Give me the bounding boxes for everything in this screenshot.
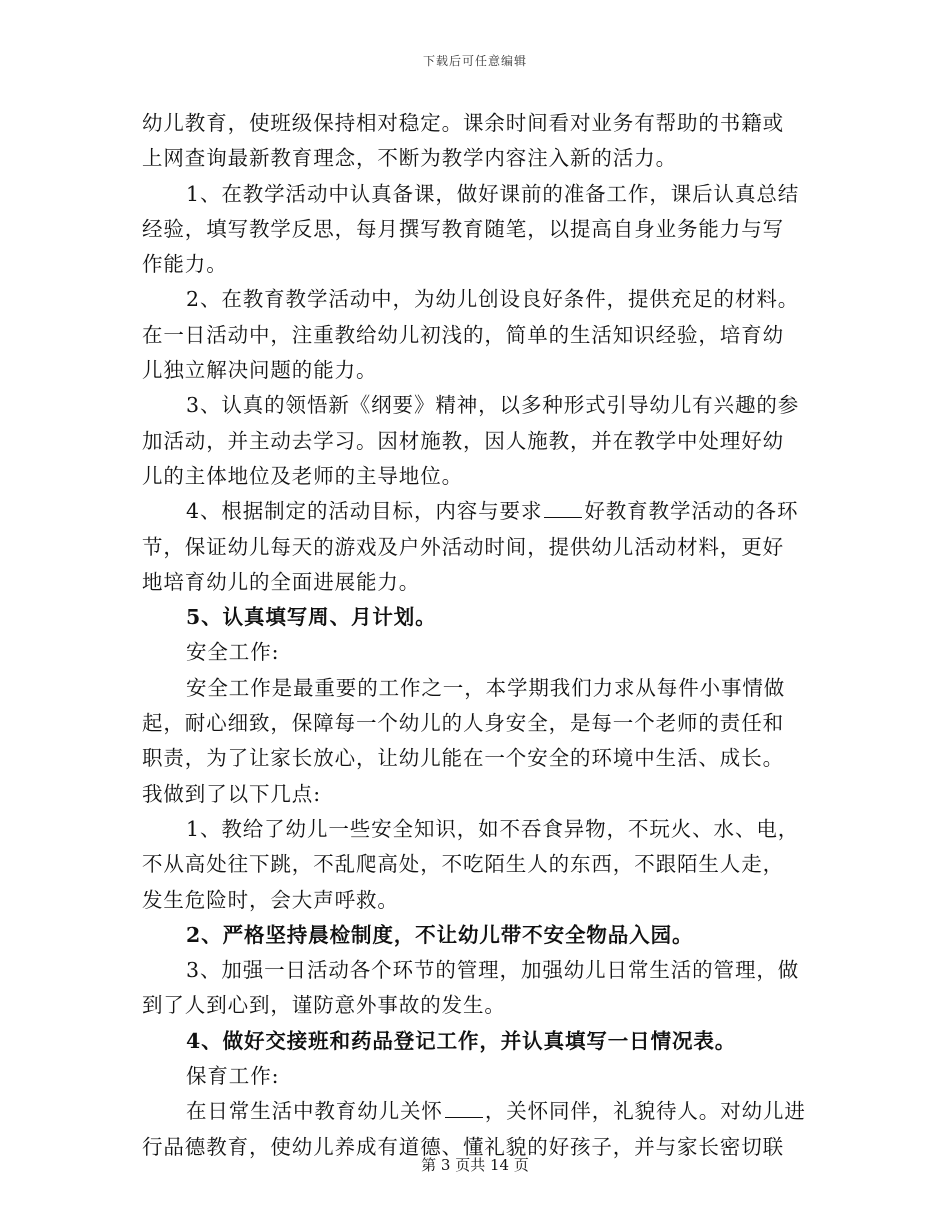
text-line: 到了人到心到，谨防意外事故的发生。 [142, 993, 506, 1018]
text-line: 1、教给了幼儿一些安全知识，如不吞食异物，不玩火、水、电， [186, 816, 800, 841]
text-segment: 好教育教学活动的各环 [584, 499, 799, 524]
text-line: 3、加强一日活动各个环节的管理，加强幼儿日常生活的管理，做 [186, 958, 800, 983]
text-line: 5、认真填写周、月计划。 [186, 605, 437, 630]
text-line: 4、做好交接班和药品登记工作，并认真填写一日情况表。 [186, 1028, 737, 1053]
text-line: 儿的主体地位及老师的主导地位。 [142, 463, 463, 488]
text-line: 节，保证幼儿每天的游戏及户外活动时间，提供幼儿活动材料，更好 [142, 534, 784, 559]
text-line: 保育工作: [186, 1064, 280, 1089]
text-line: 上网查询最新教育理念，不断为教学内容注入新的活力。 [142, 146, 677, 171]
text-line: 安全工作是最重要的工作之一，本学期我们力求从每件小事情做 [186, 675, 786, 700]
fill-in-blank [544, 499, 582, 518]
text-line: 行品德教育，使幼儿养成有道德、懂礼貌的好孩子，并与家长密切联 [142, 1134, 784, 1159]
text-segment: 4、根据制定的活动目标，内容与要求 [186, 499, 543, 524]
text-line: 1、在教学活动中认真备课，做好课前的准备工作，课后认真总结 [186, 181, 800, 206]
text-line: 起，耐心细致，保障每一个幼儿的人身安全，是每一个老师的责任和 [142, 711, 784, 736]
text-line: 安全工作: [186, 640, 280, 665]
text-line: 我做到了以下几点: [142, 781, 322, 806]
text-line: 在一日活动中，注重教给幼儿初浅的，简单的生活知识经验，培育幼 [142, 322, 784, 347]
text-line: 加活动，并主动去学习。因材施教，因人施教，并在教学中处理好幼 [142, 428, 784, 453]
text-line: 2、严格坚持晨检制度，不让幼儿带不安全物品入园。 [186, 922, 694, 947]
text-line: 作能力。 [142, 252, 228, 277]
text-line [142, 494, 808, 529]
fill-in-blank [445, 1099, 483, 1118]
text-segment: 在日常生活中教育幼儿关怀 [186, 1099, 443, 1124]
text-line: 发生危险时，会大声呼救。 [142, 887, 399, 912]
page-number: 第 3 页共 14 页 [421, 1156, 529, 1174]
text-line: 职责，为了让家长放心，让幼儿能在一个安全的环境中生活、成长。 [142, 746, 784, 771]
text-line: 不从高处往下跳，不乱爬高处，不吃陌生人的东西，不跟陌生人走， [142, 852, 784, 877]
text-line: 地培育幼儿的全面进展能力。 [142, 569, 421, 594]
text-line: 幼儿教育，使班级保持相对稳定。课余时间看对业务有帮助的书籍或 [142, 111, 784, 135]
text-line: 3、认真的领悟新《纲要》精神，以多种形式引导幼儿有兴趣的参 [186, 393, 800, 418]
text-line: 经验，填写教学反思，每月撰写教育随笔，以提高自身业务能力与写 [142, 216, 784, 241]
text-line [142, 1094, 808, 1129]
text-line: 2、在教育教学活动中，为幼儿创设良好条件，提供充足的材料。 [186, 287, 800, 312]
text-line: 儿独立解决问题的能力。 [142, 358, 378, 383]
header-note: 下载后可任意编辑 [422, 54, 527, 68]
body-text [142, 106, 808, 1165]
text-segment: ，关怀同伴，礼貌待人。对幼儿进 [484, 1099, 806, 1124]
